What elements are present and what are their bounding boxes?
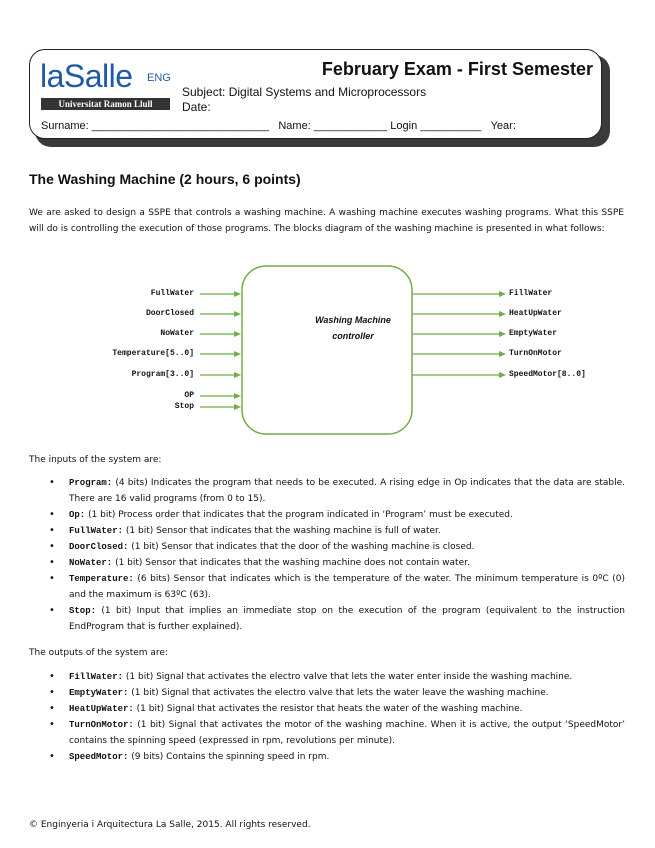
subject-line: Subject: Digital Systems and Microprocessors bbox=[182, 85, 427, 99]
signal-desc: (9 bits) Contains the spinning speed in rpm. bbox=[128, 752, 330, 762]
block-diagram bbox=[0, 260, 655, 440]
list-item bbox=[29, 539, 625, 555]
inputs-heading: The inputs of the system are: bbox=[29, 455, 162, 465]
list-item bbox=[29, 571, 625, 603]
signal-name: NoWater: bbox=[69, 558, 113, 568]
student-info-row bbox=[41, 120, 516, 132]
signal-desc: (6 bits) Sensor that indicates which is the temperature of the water. The minimum temperature is 0ºC (0) and the maximum is 63ºC (63). bbox=[69, 574, 625, 600]
name-field[interactable]: Name: ____________ bbox=[278, 120, 388, 132]
signal-desc: (1 bit) Input that implies an immediate stop on the execution of the program (equivalent to the instruction EndProgram that is further explained). bbox=[69, 606, 625, 632]
signal-name: Op: bbox=[69, 510, 86, 520]
signal-name: HeatUpWater: bbox=[69, 704, 134, 714]
list-item bbox=[29, 717, 625, 749]
logo-eng-label: ENG bbox=[147, 72, 171, 84]
outputs-heading: The outputs of the system are: bbox=[29, 648, 168, 658]
signal-desc: (1 bit) Sensor that indicates that the washing machine does not contain water. bbox=[112, 558, 470, 568]
output-label-heatupwater: HeatUpWater bbox=[509, 309, 562, 318]
input-arrow-0 bbox=[200, 291, 241, 297]
signal-desc: (4 bits) Indicates the program that needs to be executed. A rising edge in Op indicates that the data are stable. There are 16 valid programs (from 0 to 15). bbox=[69, 478, 625, 504]
exam-header bbox=[29, 49, 602, 139]
output-label-turnonmotor: TurnOnMotor bbox=[509, 349, 562, 358]
output-label-fillwater: FillWater bbox=[509, 289, 553, 298]
list-item bbox=[29, 555, 625, 571]
list-item bbox=[29, 669, 625, 685]
list-item bbox=[29, 749, 625, 765]
input-arrow-4 bbox=[200, 372, 241, 378]
signal-desc: (1 bit) Signal that activates the electro valve that lets the water leave the washing machine. bbox=[128, 688, 549, 698]
signal-desc: (1 bit) Signal that activates the electro valve that lets the water enter inside the washing machine. bbox=[123, 672, 573, 682]
input-label-program: Program[3..0] bbox=[131, 370, 194, 379]
signal-name: SpeedMotor: bbox=[69, 752, 129, 762]
section-title: The Washing Machine (2 hours, 6 points) bbox=[29, 171, 301, 187]
input-label-temperature: Temperature[5..0] bbox=[112, 349, 194, 358]
signal-desc: (1 bit) Process order that indicates that the program indicated in ‘Program’ must be executed. bbox=[85, 510, 513, 520]
signal-desc: (1 bit) Signal that activates the motor of the washing machine. When it is active, the output ‘SpeedMotor’ contains the spinning speed (expressed in rpm, revolutions per minute). bbox=[69, 720, 625, 746]
exam-title: February Exam - First Semester bbox=[321, 59, 593, 79]
signal-name: DoorClosed: bbox=[69, 542, 129, 552]
copyright-footer: © Enginyeria i Arquitectura La Salle, 2015. All rights reserved. bbox=[29, 820, 311, 830]
logo-university-bar: Universitat Ramon Llull bbox=[41, 98, 170, 110]
signal-name: FullWater: bbox=[69, 526, 124, 536]
input-label-doorclosed: DoorClosed bbox=[145, 309, 194, 318]
list-item bbox=[29, 685, 625, 701]
login-field[interactable]: Login __________ bbox=[390, 120, 482, 132]
output-arrow-0 bbox=[412, 291, 506, 297]
lasalle-logo: laSalle bbox=[40, 58, 133, 94]
list-item bbox=[29, 507, 625, 523]
list-item bbox=[29, 701, 625, 717]
list-item bbox=[29, 475, 625, 507]
input-label-op: OP bbox=[184, 391, 194, 400]
output-arrow-4 bbox=[412, 372, 506, 378]
output-arrow-1 bbox=[412, 311, 506, 317]
inputs-list bbox=[29, 475, 625, 635]
signal-name: Temperature: bbox=[69, 574, 134, 584]
input-arrow-5 bbox=[200, 393, 241, 399]
list-item bbox=[29, 523, 625, 539]
controller-box bbox=[242, 266, 412, 434]
signal-name: TurnOnMotor: bbox=[69, 720, 134, 730]
input-label-fullwater: FullWater bbox=[150, 289, 194, 298]
date-line: Date: bbox=[182, 100, 211, 114]
signal-desc: (1 bit) Signal that activates the resistor that heats the water of the washing machine. bbox=[133, 704, 523, 714]
intro-paragraph: We are asked to design a SSPE that controls a washing machine. A washing machine executes washing programs. What this SSPE will do is controlling the execution of those programs. The blocks diagram of the washing machine is presented in what follows: bbox=[29, 208, 624, 234]
input-arrow-3 bbox=[200, 351, 241, 357]
output-arrow-2 bbox=[412, 331, 506, 337]
controller-label-line2: controller bbox=[332, 331, 374, 341]
signal-desc: (1 bit) Sensor that indicates that the washing machine is full of water. bbox=[123, 526, 441, 536]
year-field[interactable]: Year: bbox=[490, 120, 516, 132]
outputs-list bbox=[29, 669, 625, 765]
signal-name: FillWater: bbox=[69, 672, 124, 682]
output-arrow-3 bbox=[412, 351, 506, 357]
surname-field[interactable]: Surname: _____________________________ bbox=[41, 120, 270, 132]
input-label-nowater: NoWater bbox=[160, 329, 194, 338]
input-arrow-2 bbox=[200, 331, 241, 337]
output-label-emptywater: EmptyWater bbox=[509, 329, 558, 338]
signal-name: EmptyWater: bbox=[69, 688, 129, 698]
controller-label bbox=[288, 312, 418, 344]
signal-desc: (1 bit) Sensor that indicates that the door of the washing machine is closed. bbox=[128, 542, 475, 552]
signal-name: Stop: bbox=[69, 606, 97, 616]
controller-label-line1: Washing Machine bbox=[315, 315, 391, 325]
input-arrow-1 bbox=[200, 311, 241, 317]
input-arrow-6 bbox=[200, 404, 241, 410]
input-label-stop: Stop bbox=[174, 402, 194, 411]
signal-name: Program: bbox=[69, 478, 113, 488]
output-label-speedmotor: SpeedMotor[8..0] bbox=[509, 370, 586, 379]
list-item bbox=[29, 603, 625, 635]
